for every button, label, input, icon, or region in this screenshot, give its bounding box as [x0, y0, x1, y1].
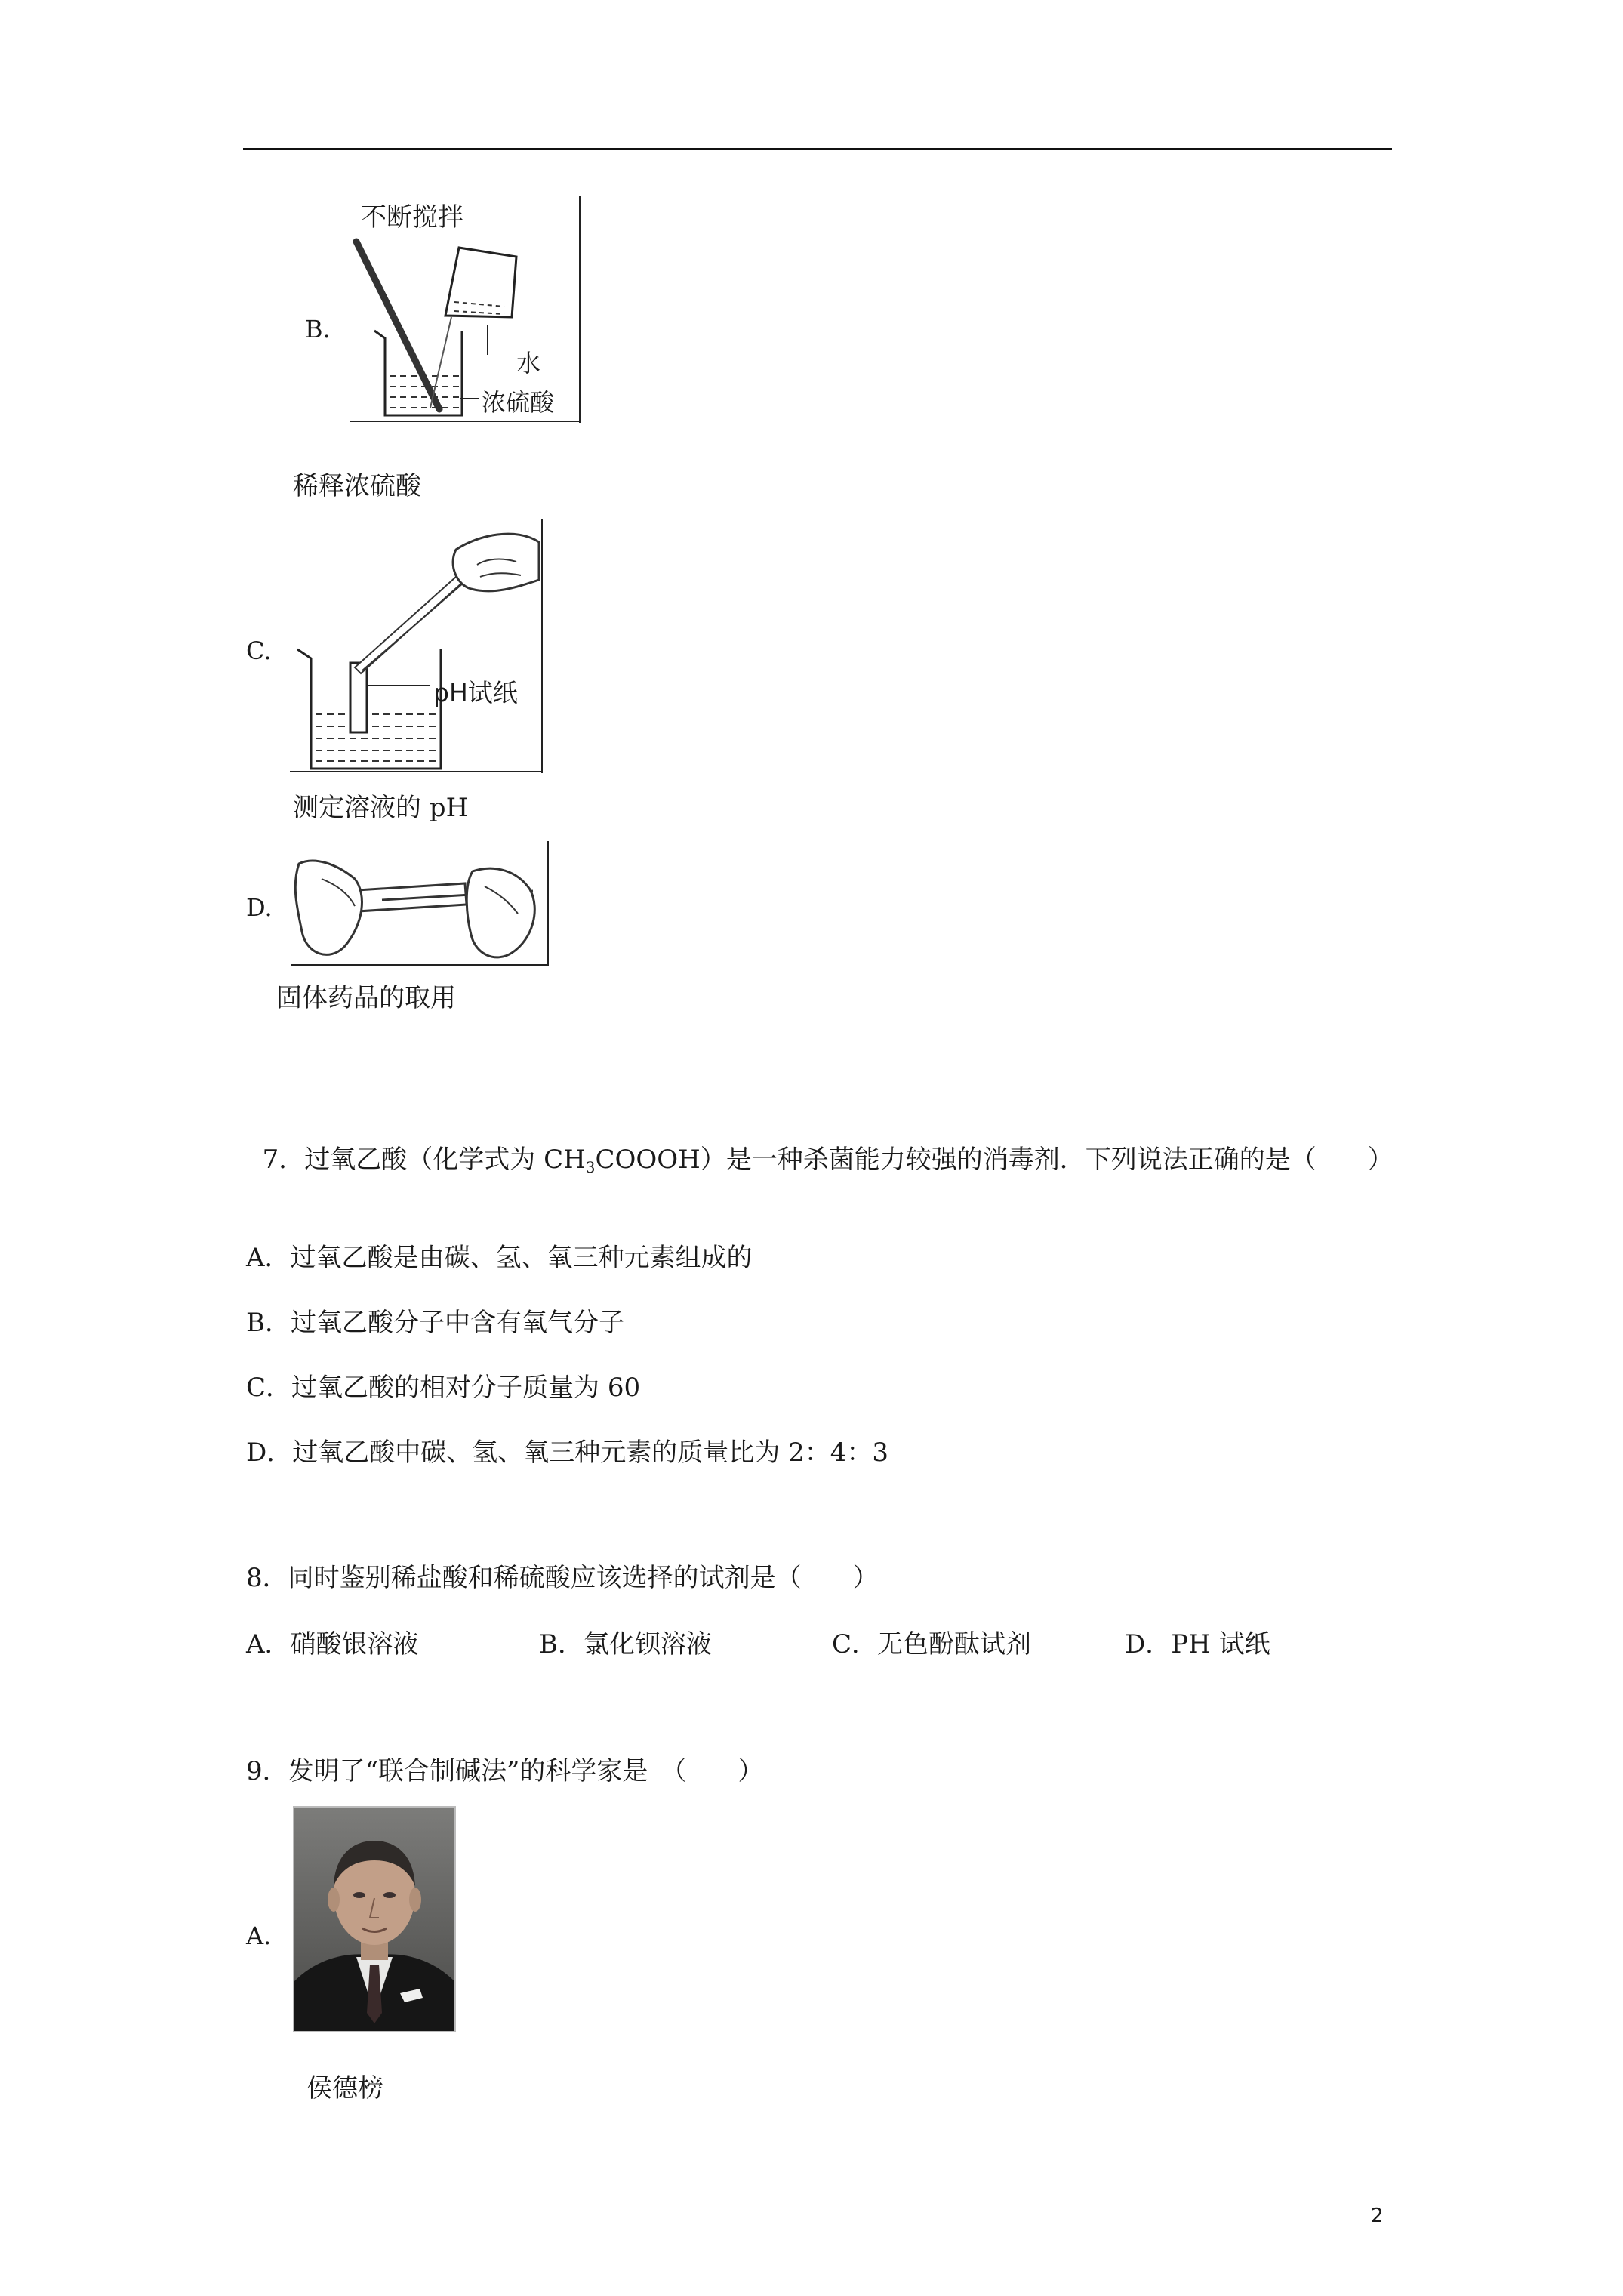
- q7-stem-pre: 7．过氧乙酸（化学式为 CH: [262, 1145, 586, 1175]
- dilution-figure: [349, 196, 583, 423]
- option-c-caption: 测定溶液的 pH: [293, 793, 469, 823]
- fig-label-ph-paper: pH试纸: [433, 678, 518, 707]
- q8-option-c: C．无色酚酞试剂: [832, 1629, 1032, 1660]
- q9-option-a-letter: A.: [246, 1922, 272, 1950]
- q7-option-d: D．过氧乙酸中碳、氢、氧三种元素的质量比为 2：4：3: [246, 1438, 888, 1468]
- ph-figure: [290, 519, 544, 773]
- q9-option-a-caption: 侯德榜: [306, 2073, 383, 2103]
- portrait-illustration: [294, 1808, 454, 2031]
- fig-label-water: 水: [516, 349, 541, 378]
- option-b-letter: B.: [305, 315, 331, 344]
- option-d-caption: 固体药品的取用: [276, 983, 456, 1013]
- q8-stem: 8．同时鉴别稀盐酸和稀硫酸应该选择的试剂是（ ）: [246, 1563, 879, 1593]
- scientist-portrait: [293, 1806, 456, 2032]
- q7-stem-subscript: 3: [585, 1158, 596, 1176]
- option-b-caption: 稀释浓硫酸: [293, 471, 421, 501]
- option-d-letter: D.: [246, 893, 273, 922]
- q9-stem: 9．发明了“联合制碱法”的科学家是 （ ）: [246, 1756, 764, 1786]
- q8-option-d: D．PH 试纸: [1125, 1629, 1270, 1660]
- header-rule: [243, 148, 1392, 150]
- q8-option-b: B．氯化钡溶液: [539, 1629, 712, 1660]
- q7-stem-post: COOOH）是一种杀菌能力较强的消毒剂．下列说法正确的是（ ）: [595, 1145, 1394, 1175]
- page-number: 2: [1371, 2205, 1384, 2227]
- ph-illustration: [290, 519, 544, 773]
- fig-label-acid: 浓硫酸: [482, 388, 555, 417]
- q8-option-a: A．硝酸银溶液: [246, 1629, 419, 1660]
- solid-reagent-illustration: [291, 841, 550, 966]
- solid-reagent-figure: [291, 841, 550, 966]
- q7-option-c: C．过氧乙酸的相对分子质量为 60: [246, 1373, 641, 1403]
- q7-option-b: B．过氧乙酸分子中含有氧气分子: [246, 1308, 624, 1338]
- q7-stem: [246, 1114, 1394, 1182]
- option-c-letter: C.: [246, 636, 272, 665]
- q7-option-a: A．过氧乙酸是由碳、氢、氧三种元素组成的: [246, 1243, 753, 1273]
- fig-label-stir: 不断搅拌: [361, 202, 463, 233]
